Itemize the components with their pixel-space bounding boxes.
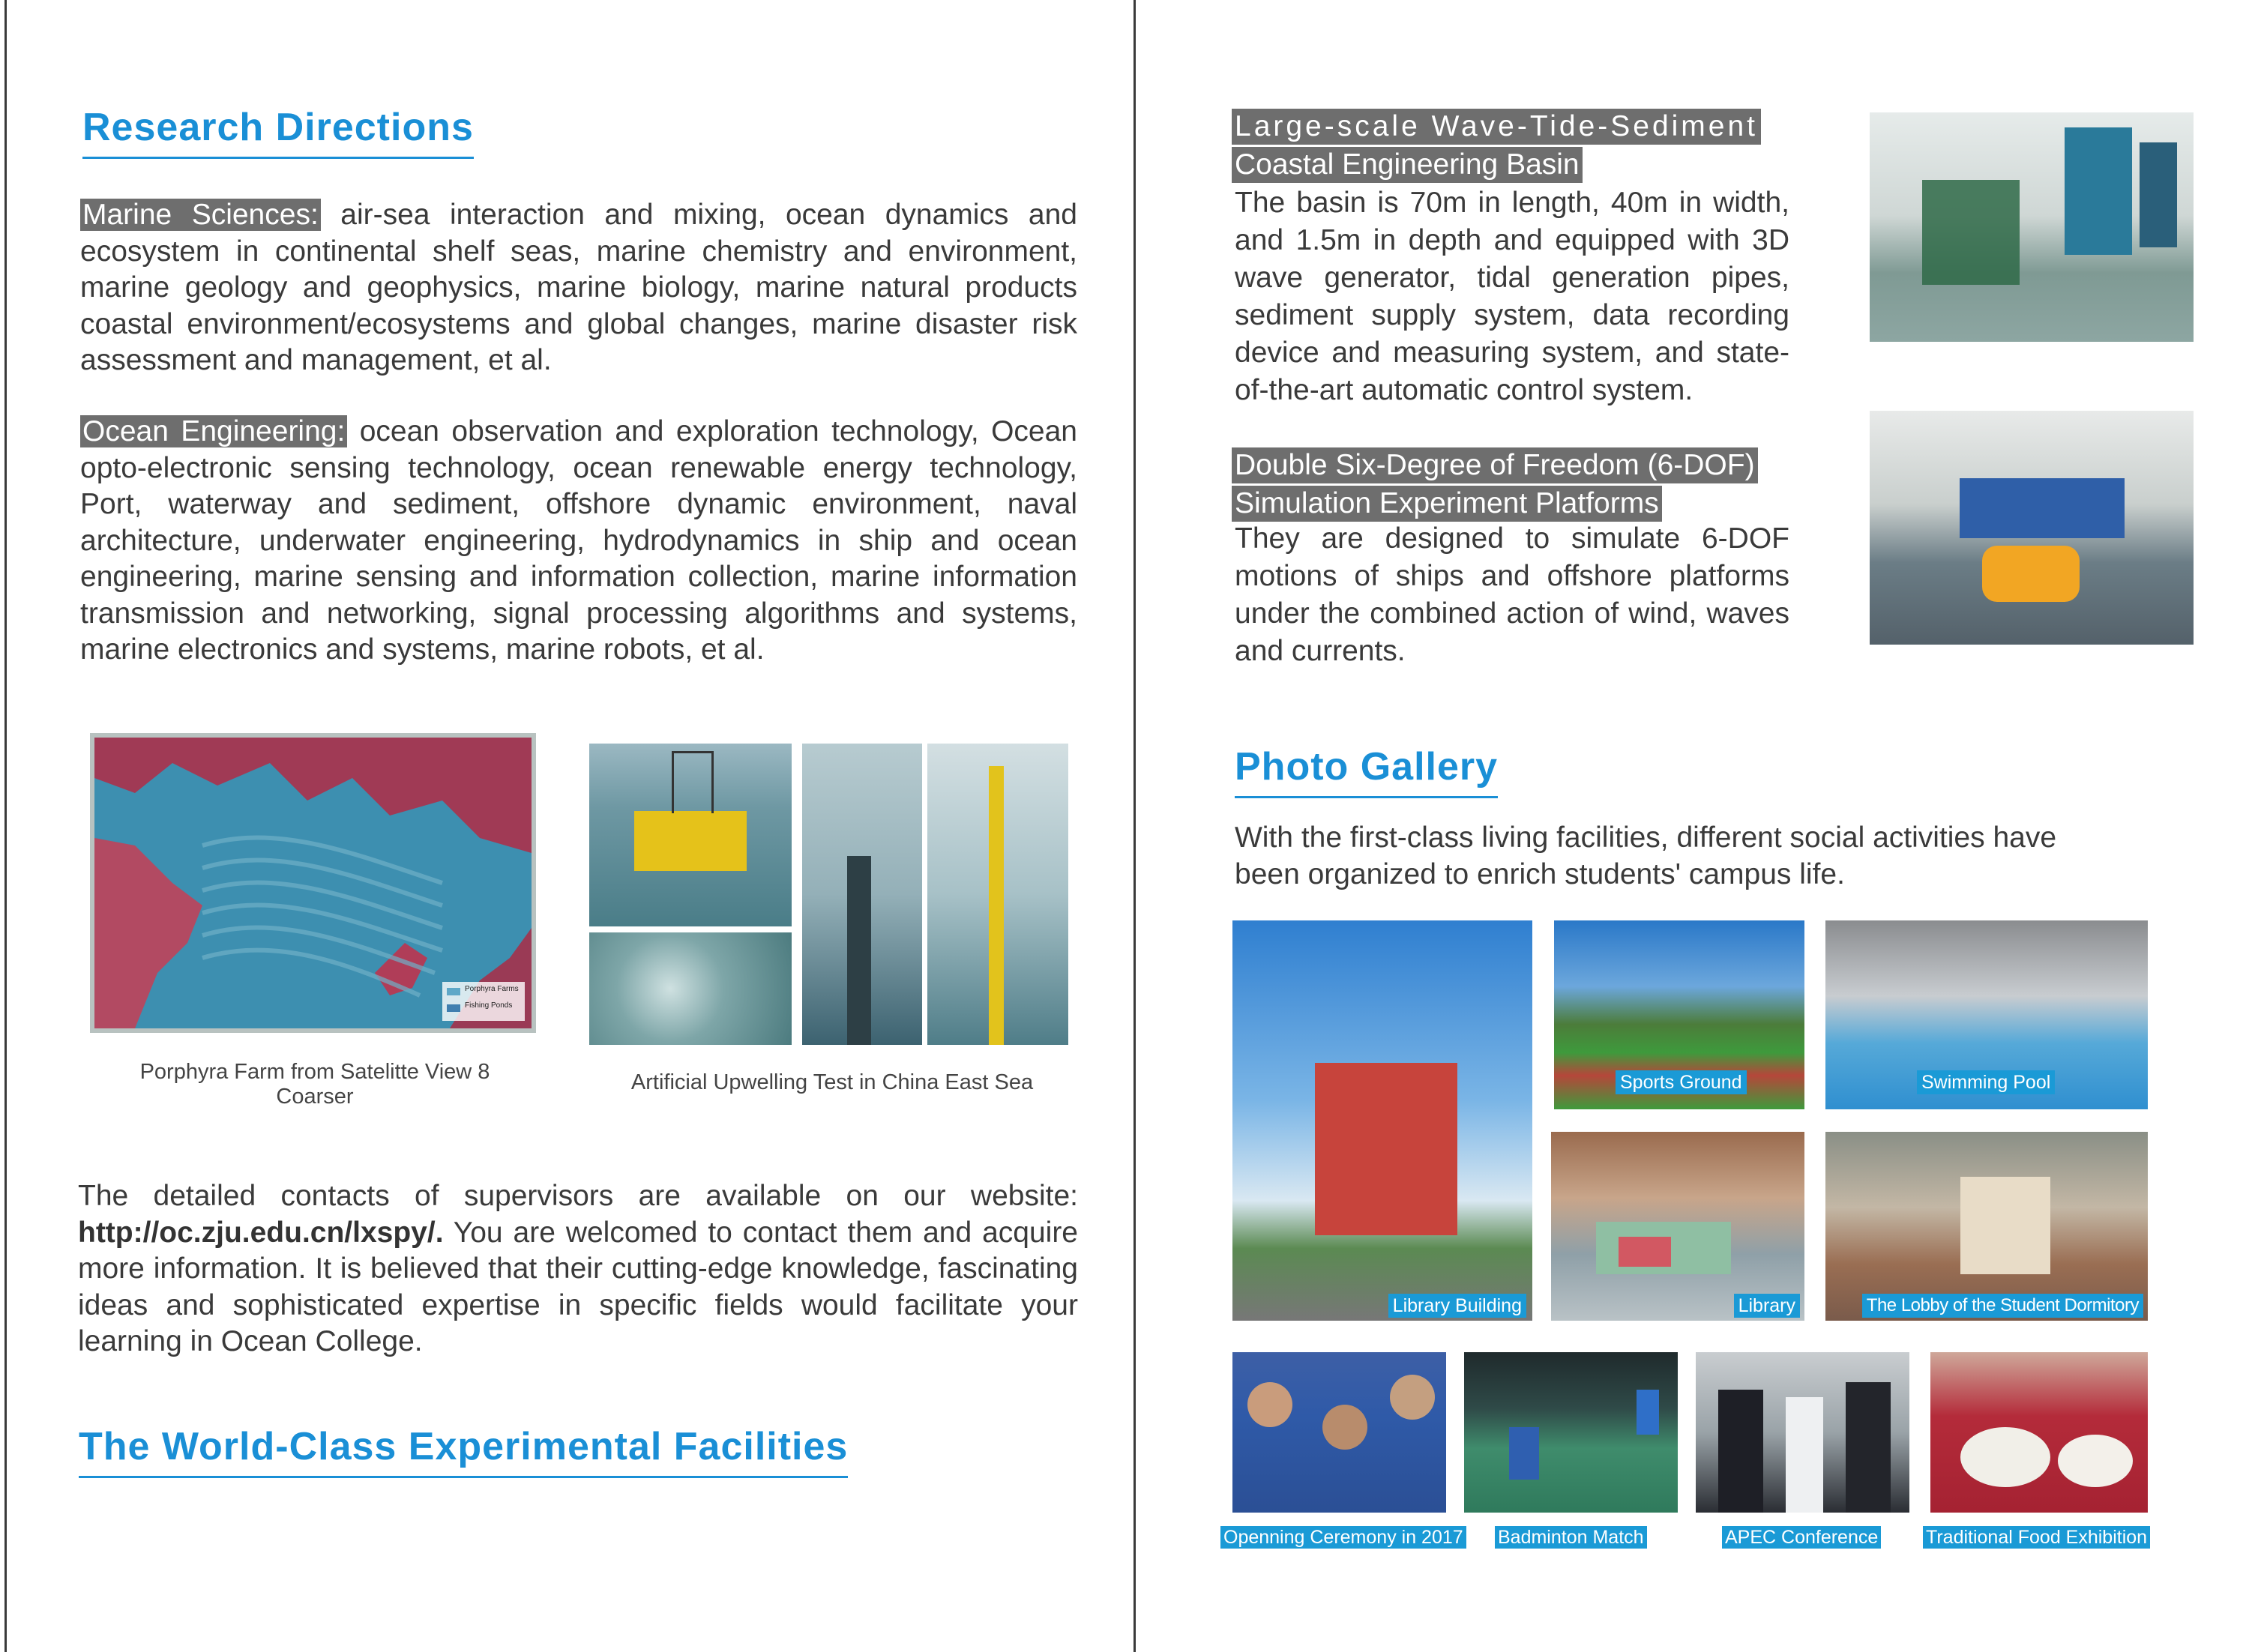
ocean-engineering-paragraph: Ocean Engineering: ocean observation and exploration technology, Ocean opto-electronic sensing technology, ocean renewable energy technology, Port, waterway and sediment, offshore dynamic environment, naval architecture, underwater engineering, hydrodynamics in ship and ocean engineering, marine sensing and information collection, marine information transmission and networking, signal processing algorithms and systems, marine electronics and systems, marine robots, et al. — [80, 415, 1077, 666]
basin-description: The basin is 70m in length, 40m in width, and 1.5m in depth and equipped with 3D wave generator, tidal generation pipes, sediment supply system, data recording device and measuring system, and state-of-the-art automatic control system. — [1235, 187, 1789, 406]
ocean-engineering-tag: Ocean Engineering: — [80, 415, 347, 447]
marine-sciences-paragraph: Marine Sciences: air-sea interaction and mixing, ocean dynamics and ecosystem in continental shelf seas, marine chemistry and environment, marine geology and geophysics, marine biology, marine natural products coastal environment/ecosystems and global changes, marine disaster risk assessment and management, et al. — [80, 199, 1077, 376]
map-caption: Porphyra Farm from Satelitte View 8 Coarser — [139, 1060, 490, 1109]
dormitory-lobby-label: The Lobby of the Student Dormitory — [1862, 1294, 2143, 1318]
badminton-photo[interactable] — [1464, 1352, 1678, 1513]
library-photo[interactable] — [1551, 1132, 1804, 1321]
gallery-intro: With the first-class living facilities, different social activities have been organized to enrich students' campus life. — [1235, 822, 2057, 890]
library-building-label: Library Building — [1388, 1294, 1526, 1318]
library-building-photo[interactable] — [1232, 920, 1532, 1321]
food-exhibition-label: Traditional Food Exhibition — [1923, 1526, 2150, 1549]
photo-gallery-heading: Photo Gallery — [1235, 744, 1498, 789]
dof-tag-line1: Double Six-Degree of Freedom (6-DOF) — [1232, 447, 1758, 483]
map-legend-porphyra: Porphyra Farms — [465, 985, 519, 993]
upwelling-water-photo — [589, 932, 792, 1045]
research-directions-heading: Research Directions — [82, 105, 474, 150]
marine-sciences-tag: Marine Sciences: — [80, 199, 321, 231]
upwelling-yellow-pipe-photo — [927, 744, 1068, 1045]
opening-ceremony-photo[interactable] — [1232, 1352, 1446, 1513]
dormitory-lobby-photo[interactable] — [1825, 1132, 2148, 1321]
apec-conference-photo[interactable] — [1696, 1352, 1909, 1513]
dof-tag-block — [1232, 447, 1758, 522]
sports-ground-photo[interactable] — [1554, 920, 1804, 1109]
website-link[interactable]: http://oc.zju.edu.cn/lxspy/. — [78, 1216, 444, 1249]
upwelling-platform-photo — [589, 744, 792, 926]
library-label: Library — [1734, 1294, 1800, 1318]
upwelling-pipe-photo — [802, 744, 922, 1045]
wave-basin-photo — [1870, 112, 2194, 342]
page-left-border — [4, 0, 7, 1652]
dof-tag-line2: Simulation Experiment Platforms — [1232, 486, 1662, 522]
basin-tag-block — [1232, 109, 1761, 183]
opening-ceremony-label: Openning Ceremony in 2017 — [1220, 1526, 1466, 1549]
upwelling-caption: Artificial Upwelling Test in China East Sea — [630, 1070, 1034, 1094]
basin-tag-line2: Coastal Engineering Basin — [1232, 147, 1583, 183]
facilities-heading: The World-Class Experimental Facilities — [79, 1424, 848, 1469]
page-fold-divider — [1133, 0, 1136, 1652]
swimming-pool-photo[interactable] — [1825, 920, 2148, 1109]
map-legend-fishing: Fishing Ponds — [465, 1001, 513, 1010]
porphyra-farm-satellite-map — [90, 733, 536, 1033]
food-exhibition-photo[interactable] — [1930, 1352, 2148, 1513]
dof-platform-photo — [1870, 411, 2194, 645]
sports-ground-label: Sports Ground — [1616, 1070, 1747, 1094]
badminton-label: Badminton Match — [1495, 1526, 1647, 1549]
dof-description: They are designed to simulate 6-DOF motions of ships and offshore platforms under the combined action of wind, waves and currents. — [1235, 522, 1789, 667]
apec-conference-label: APEC Conference — [1722, 1526, 1881, 1549]
contact-paragraph: The detailed contacts of supervisors are available on our website: http://oc.zju.edu.cn/lxspy/. You are welcomed to contact them and acquire more information. It is believed that their cutting-edge knowledge, fascinating ideas and sophisticated expertise in specific fields would facilitate your learning in Ocean College. — [78, 1180, 1078, 1357]
basin-tag-line1: Large-scale Wave-Tide-Sediment — [1232, 109, 1761, 145]
swimming-pool-label: Swimming Pool — [1917, 1070, 2055, 1094]
